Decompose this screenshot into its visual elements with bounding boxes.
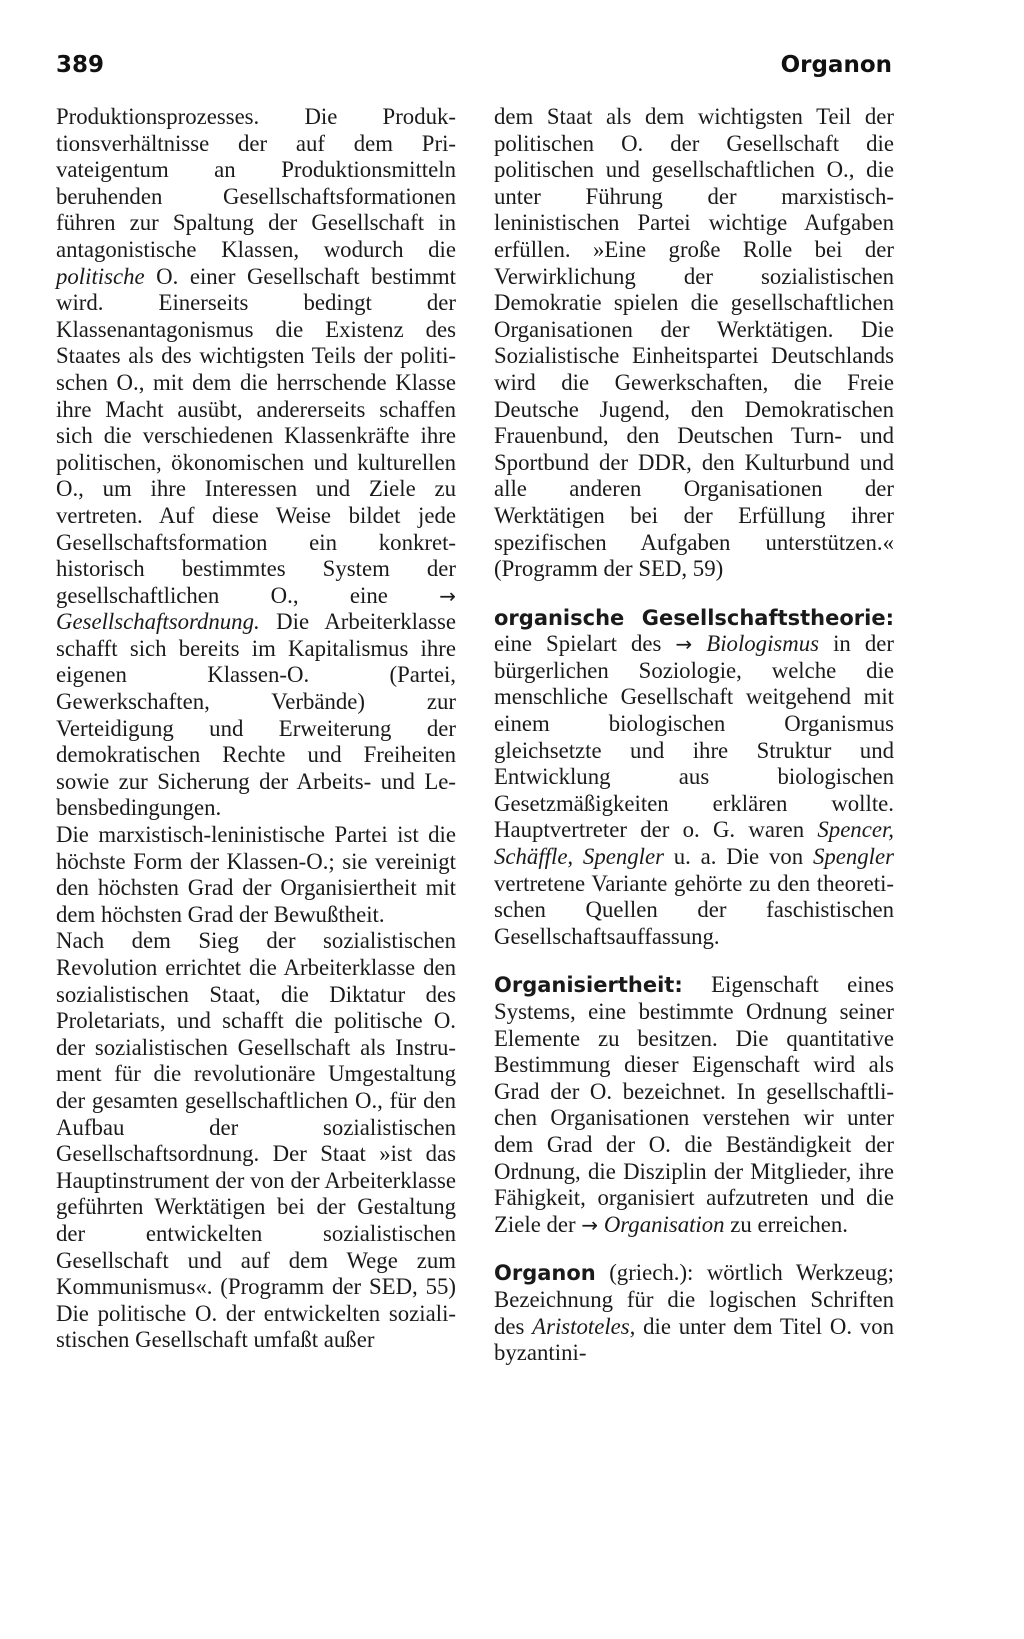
entry-organische-gesellschaftstheorie: organische Gesellschaftstheorie: eine Spielart des → Biologismus in der bürgerlichen Soziologie, welche die menschliche Gesellschaft weitgehend mit einem biologischen Organismus gleichsetzte und ihre Struktur und Entwicklung aus biologischen Gesetzmäßigkeiten erklären wollte. Hauptvertreter der o. G. waren Spencer, Schäffle, Spengler u. a. Die von Spengler vertretene Variante gehörte zu den theoretischen Quellen der faschistischen Gesellschaftsauffassung. [494, 605, 894, 949]
page-number: 389 [56, 52, 105, 78]
cross-reference-biologismus[interactable]: Biologismus [706, 631, 820, 657]
cross-reference-arrow-icon: → [581, 1212, 599, 1237]
paragraph-continuation-right: dem Staat als dem wichtigsten Teil der politischen O. der Gesellschaft die politischen und gesellschaftlichen O., die unter Führung der marxistisch-leninistischen Partei wichtige Aufgaben erfüllen. »Eine große Rolle bei der Verwirklichung der sozialistischen Demokratie spielen die gesellschaftlichen Organisationen der Werktätigen. Die Sozialistische Einheitspartei Deutschlands wird die Gewerkschaften, die Freie Deutsche Jugend, den Demokratischen Frauenbund, den Deutschen Turn- und Sportbund der DDR, den Kulturbund und alle anderen Organisationen der Werktätigen bei der Erfüllung ihrer spezifischen Aufgaben unterstützen.« (Programm der SED, 59) [494, 104, 894, 582]
entry-headword: Organon [494, 1261, 596, 1286]
left-column [56, 104, 456, 1354]
paragraph-partei: Die marxistisch-leninistische Partei ist die höchste Form der Klassen-O.; sie vereinigt den höchsten Grad der Organisiertheit mit dem höchsten Grad der Bewußtheit. [56, 822, 456, 927]
entry-organon: Organon (griech.): wörtlich Werkzeug; Bezeichnung für die logischen Schriften des Aristoteles, die unter dem Titel O. von byzantini- [494, 1260, 894, 1366]
cross-reference-gesellschaftsordnung[interactable]: Gesellschaftsordnung. [56, 609, 260, 635]
entry-headword: Organisiertheit: [494, 973, 683, 998]
cross-reference-arrow-icon: → [675, 632, 693, 657]
italic-name: Spengler [812, 844, 894, 870]
paragraph-sozialistischer-staat: Nach dem Sieg der sozialistischen Revolution errichtet die Arbeiterklasse den sozialistischen Staat, die Diktatur des Proletariats, und schafft die politische O. der sozialistischen Gesellschaft als Instrument für die revolutionäre Umgestaltung der gesamten gesellschaftlichen O., für den Aufbau der sozialistischen Gesellschaftsordnung. Der Staat »ist das Hauptinstrument der von der Arbeiterklasse geführten Werktätigen bei der Gestaltung der entwickelten sozialistischen Gesellschaft und auf dem Wege zum Kommunismus«. (Programm der SED, 55) Die politische O. der entwickelten sozialistischen Gesellschaft umfaßt außer [56, 928, 456, 1353]
page-header [56, 50, 892, 90]
entry-organisiertheit: Organisiertheit: Eigenschaft eines Systems, eine bestimmte Ordnung seiner Elemente zu besitzen. Die quantitative Bestimmung dieser Eigenschaft wird als Grad der O. bezeichnet. In gesellschaftlichen Organisationen verstehen wir unter dem Grad der O. die Beständigkeit der Ordnung, die Disziplin der Mitglieder, ihre Fähigkeit, organisiert aufzutreten und die Ziele der → Organisation zu erreichen. [494, 972, 894, 1237]
right-column [494, 104, 894, 1367]
entry-headword: organische Gesellschaftstheorie: [494, 605, 894, 630]
italic-name: Aristoteles, [532, 1313, 636, 1339]
italic-term: politische [56, 263, 145, 289]
cross-reference-arrow-icon: → [439, 583, 456, 608]
italic-names: Spencer, Schäffle, Spengler [494, 817, 894, 870]
running-head: Organon [780, 52, 892, 78]
paragraph-organisation-continuation: Produktionsprozesses. Die Produktionsverhältnisse der auf dem Privateigentum an Produktionsmitteln beruhenden Gesellschaftsformationen führen zur Spaltung der Gesellschaft in antagonistische Klassen, wodurch die politische O. einer Gesellschaft bestimmt wird. Einerseits bedingt der Klassenantagonismus die Existenz des Staates als des wichtigsten Teils der politischen O., mit dem die herrschende Klasse ihre Macht ausübt, andererseits schaffen sich die verschiedenen Klassenkräfte ihre politischen, ökonomischen und kulturellen O., um ihre Interessen und Ziele zu vertreten. Auf diese Weise bildet jede Gesellschaftsformation ein konkret-historisch bestimmtes System der gesellschaftlichen O., eine → Gesellschaftsordnung. Die Arbeiterklasse schafft sich bereits im Kapitalismus ihre eigenen Klassen-O. (Partei, Gewerkschaften, Verbände) zur Verteidigung und Erweiterung der demokratischen Rechte und Freiheiten sowie zur Sicherung der Arbeits- und Lebensbedingungen. [56, 104, 456, 821]
cross-reference-organisation[interactable]: Organisation [603, 1211, 725, 1237]
